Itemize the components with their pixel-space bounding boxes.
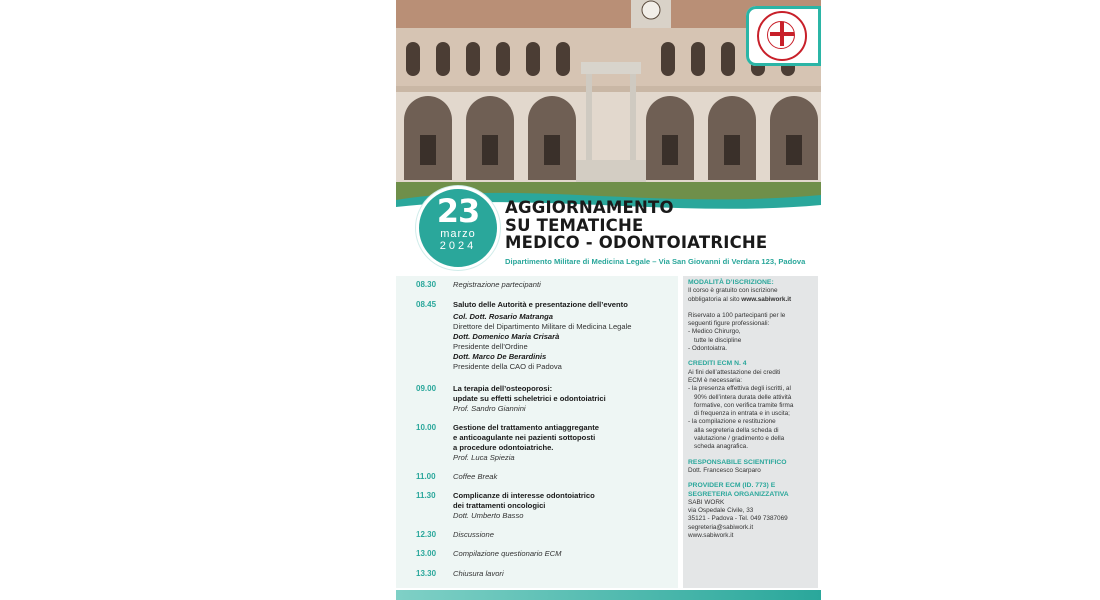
registration-heading: MODALITÀ D’ISCRIZIONE:: [688, 279, 774, 286]
credits-heading: CREDITI ECM N. 4: [688, 360, 747, 368]
provider-email-link[interactable]: segreteria@sabiwork.it: [688, 523, 754, 531]
medical-order-seal-icon: [757, 11, 807, 61]
registration-site-link[interactable]: www.sabiwork.it: [741, 295, 792, 303]
order-logo: [746, 6, 821, 66]
date-month: marzo: [440, 228, 476, 240]
date-year: 2024: [439, 240, 477, 252]
footer-band: [396, 590, 821, 600]
program-schedule: 08.30 Registrazione partecipanti 08.45 Saluto delle Autorità e presentazione dell’evento Col. Dott. Rosario Matranga Direttore del Dipartimento Militare di Medicina Legale Dott. Domenico Maria Crisarà Presidente dell’Ordine Dott. Marco De Berardinis Presidente della CAO di Padova 09.00 La terapia dell’osteoporosi: update su effetti scheletrici e odontoiatrici Prof. Sandro Giannini 10.00 Gestione del trattamento antiaggregante e anticoagulante nei pazienti sottoposti a procedure odontoiatriche. Prof. Luca Spiezia 11.00 Coffee Break 11.30 Complicanze di interesse odontoiatrico dei trattamenti oncologici Dott. Umberto Basso 12.30 Discussione 13.00 Compilazione questionario ECM 13.30 Chiusura lavori: [396, 276, 678, 588]
event-poster: [396, 0, 821, 600]
event-title: AGGIORNAMENTO SU TEMATICHE MEDICO - ODONTOIATRICHE: [505, 198, 768, 252]
provider-heading: PROVIDER ECM (ID. 773) E SEGRETERIA ORGANIZZATIVA: [688, 482, 789, 498]
scientific-lead-heading: RESPONSABILE SCIENTIFICO: [688, 458, 787, 466]
date-badge: [416, 186, 500, 270]
provider-web-link[interactable]: www.sabiwork.it: [688, 532, 734, 540]
info-sidebar: MODALITÀ D’ISCRIZIONE: Il corso è gratuito con iscrizione obbligatoria al sito www.sabiwork.it Riservato a 100 partecipanti per le seguenti figure professionali: - Medico Chirurgo, tutte le discipline - Odontoiatra. CREDITI ECM N. 4 Ai fini dell’attestazione dei crediti ECM è necessaria: - la presenza effettiva degli iscritti, al 90% dell’intera durata delle attività formative, con verifica tramite firma di frequenza in entrata e in uscita; - la compilazione e restituzione alla segreteria della scheda di valutazione / gradimento e della scheda anagrafica. RESPONSABILE SCIENTIFICO Dott. Francesco Scarparo PROVIDER ECM (ID. 773) E SEGRETERIA ORGANIZZATIVA SABI WORK via Ospedale Civile, 33 35121 - Padova - Tel. 049 7387069 segreteria@sabiwork.it www.sabiwork.it: [683, 276, 818, 588]
event-venue: Dipartimento Militare di Medicina Legale – Via San Giovanni di Verdara 123, Padova: [505, 257, 806, 266]
date-day: 23: [436, 192, 480, 230]
